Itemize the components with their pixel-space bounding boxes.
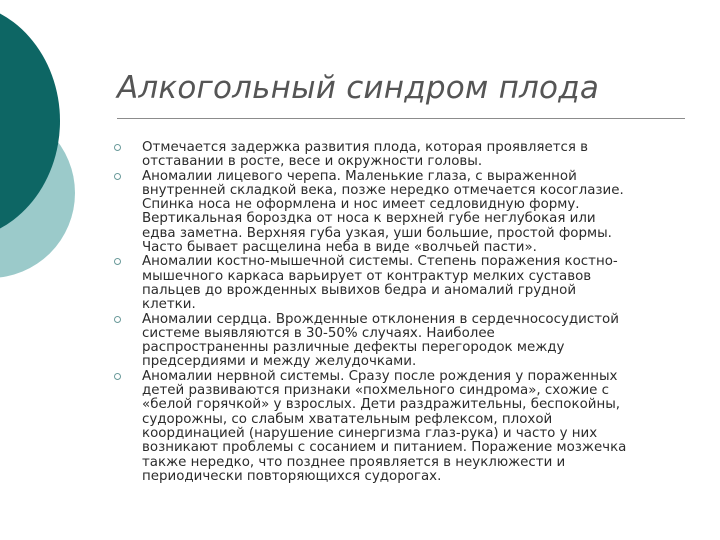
bullet-text-line: Вертикальная бороздка от носа к верхней губе неглубокая или — [142, 211, 596, 227]
bullet-text-line: Отмечается задержка развития плода, которая проявляется в — [142, 140, 589, 155]
slide-title: Алкогольный синдром плода — [117, 70, 600, 106]
bullet-circle-icon — [114, 173, 121, 180]
bullet-text-line: пальцев до врожденных вывихов бедра и аномалий грудной — [142, 282, 577, 298]
bullet-text-line: внутренней складкой века, позже нередко отмечается косоглазие. — [142, 182, 624, 198]
bullet-item-musculoskeletal — [110, 255, 670, 312]
bullet-item-growth-delay — [110, 141, 670, 170]
bullet-text-line: Аномалии лицевого черепа. Маленькие глаза, с выраженной — [142, 168, 577, 184]
bullet-text-line: едва заметна. Верхняя губа узкая, уши большие, простой формы. — [142, 225, 612, 241]
bullet-circle-icon — [114, 144, 121, 151]
bullet-circle-icon — [114, 258, 121, 265]
bullet-text-line: системе выявляются в 30-50% случаях. Наиболее — [142, 325, 495, 341]
bullet-text-line: мышечного каркаса варьирует от контрактур мелких суставов — [142, 268, 592, 284]
bullet-item-nervous-system — [110, 370, 670, 484]
bullet-text-line: детей развиваются признаки «похмельного синдрома», схожие с — [142, 383, 610, 399]
bullet-text-line: Аномалии нервной системы. Сразу после рождения у пораженных — [142, 368, 618, 384]
bullet-text-line: отставании в росте, весе и окружности головы. — [142, 154, 483, 170]
bullet-text-line: предсердиями и между желудочками. — [142, 354, 417, 370]
bullet-text-line: распространенны различные дефекты перегородок между — [142, 340, 565, 356]
bullet-text-line: периодически повторяющихся судорогах. — [142, 468, 442, 484]
bullet-circle-icon — [114, 373, 121, 380]
bullet-item-heart-anomalies — [110, 313, 670, 370]
bullet-text-line: Спинка носа не оформлена и нос имеет седловидную форму. — [142, 197, 580, 213]
title-divider — [117, 118, 685, 119]
bullet-text-line: Часто бывает расщелина неба в виде «волчьей пасти». — [142, 240, 537, 256]
bullet-text-line: также нередко, что позднее проявляется в неуклюжести и — [142, 454, 566, 470]
bullet-text-line: возникают проблемы с сосанием и питанием. Поражение мозжечка — [142, 440, 627, 456]
bullet-text-line: Аномалии костно-мышечной системы. Степень поражения костно- — [142, 254, 618, 270]
bullet-item-facial-anomalies — [110, 170, 670, 256]
bullet-text-line: Аномалии сердца. Врожденные отклонения в сердечнососудистой — [142, 311, 619, 327]
bullet-circle-icon — [114, 316, 121, 323]
bullet-text-line: «белой горячкой» у взрослых. Дети раздражительны, беспокойны, — [142, 397, 621, 413]
bullet-list — [110, 141, 670, 484]
bullet-text-line: судорожны, со слабым хватательным рефлексом, плохой — [142, 411, 553, 427]
bullet-text-line: клетки. — [142, 297, 196, 313]
bullet-text-line: координацией (нарушение синергизма глаз-рука) и часто у них — [142, 425, 598, 441]
